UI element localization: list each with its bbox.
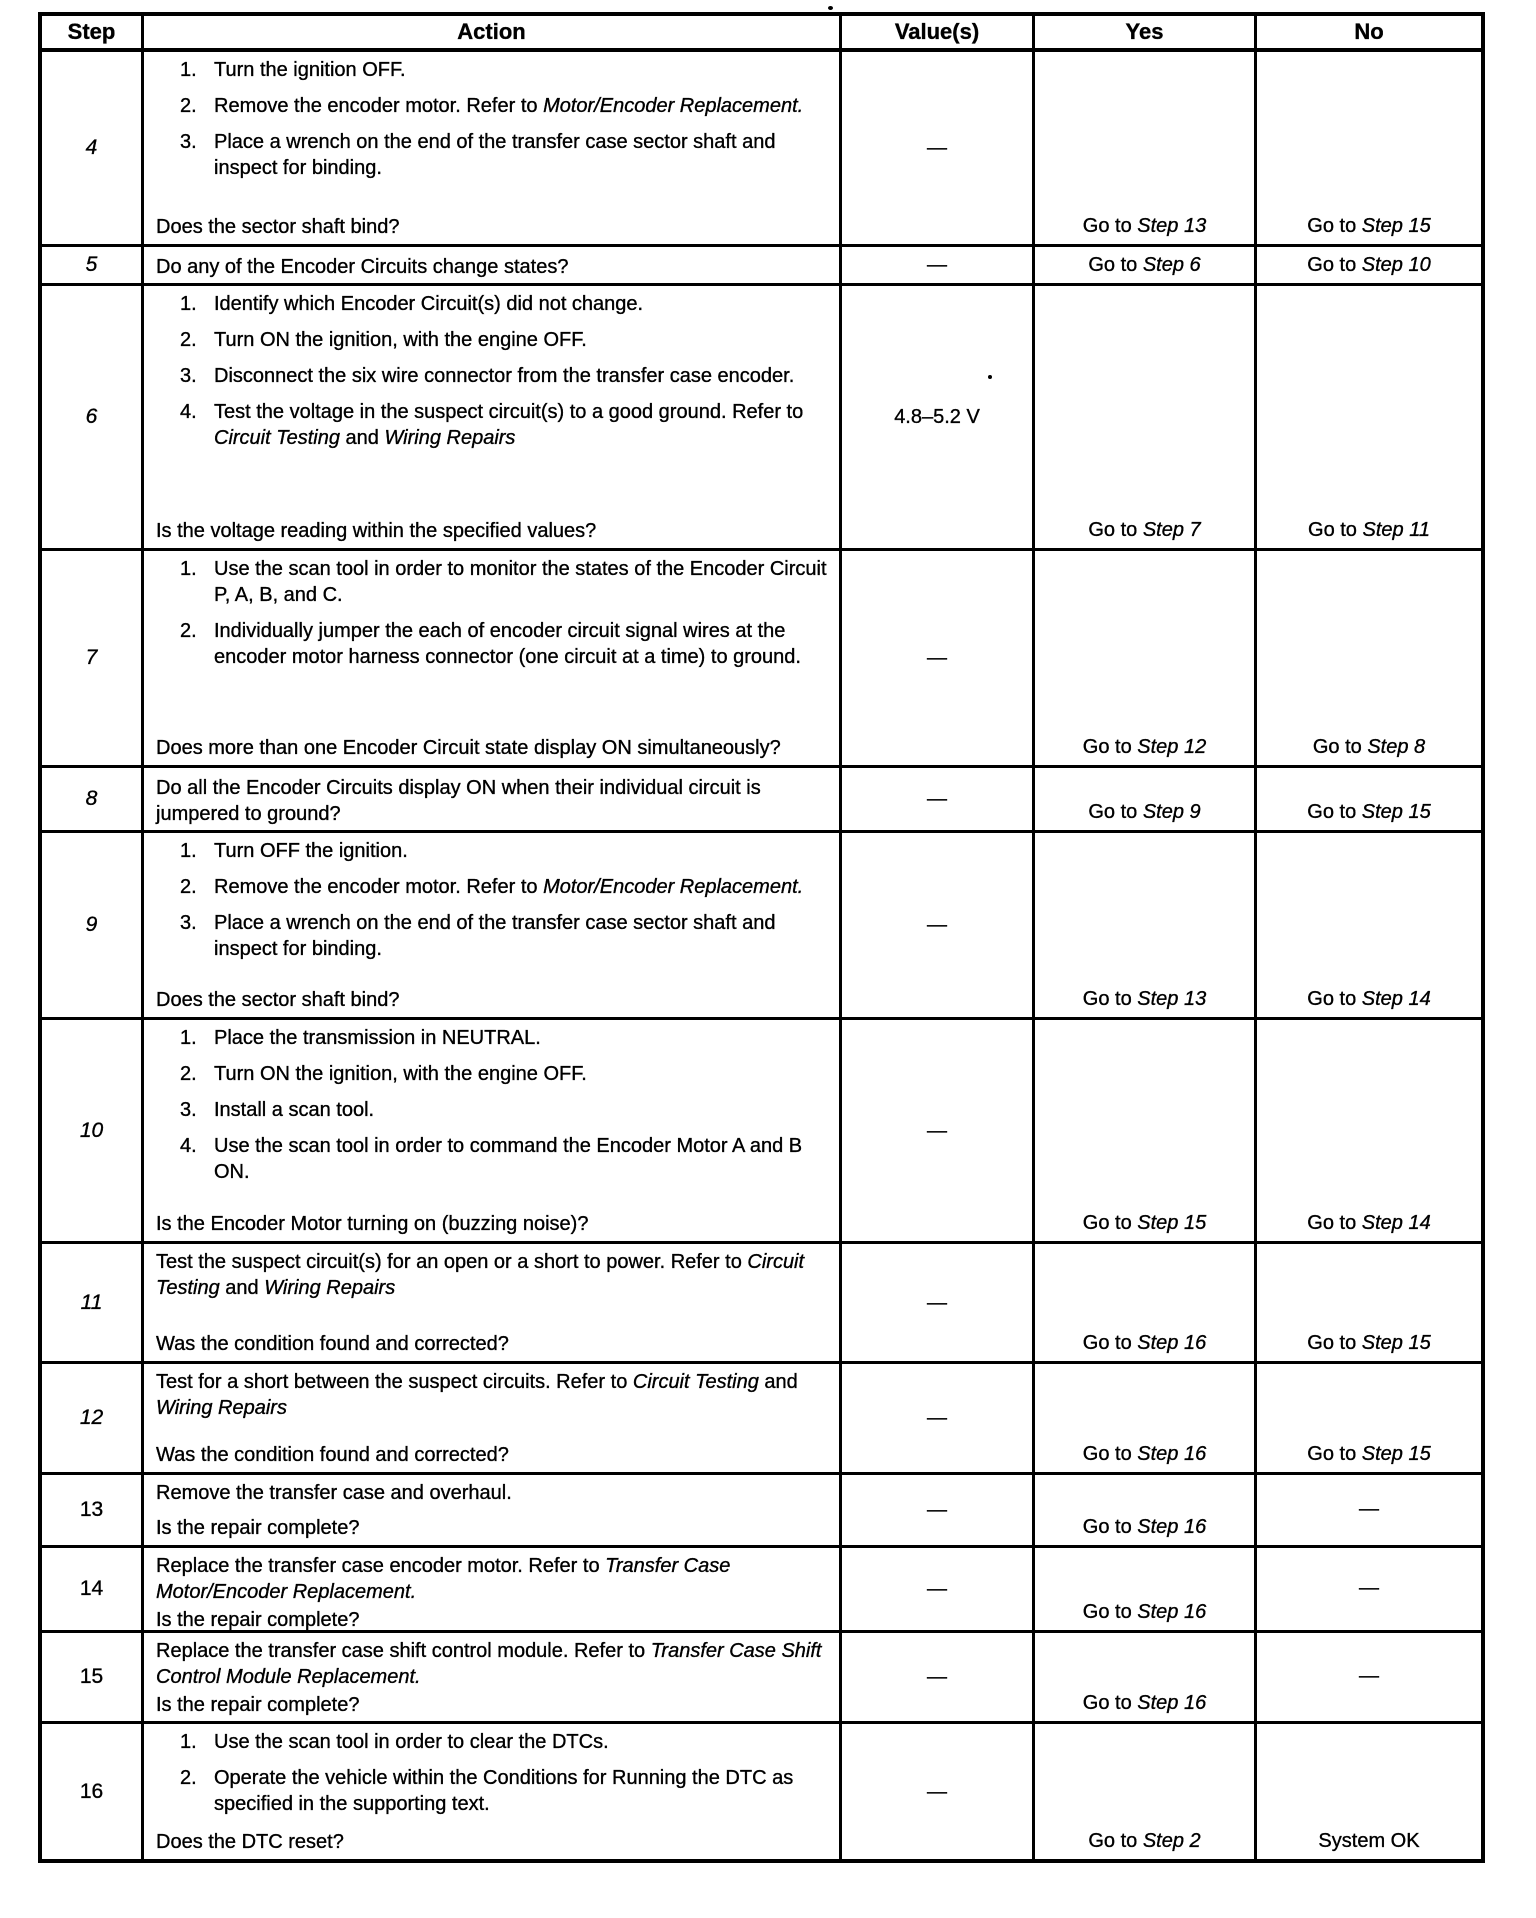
no-cell bbox=[1257, 1020, 1481, 1241]
step-number: 10 bbox=[79, 1118, 104, 1142]
no-cell bbox=[1257, 286, 1481, 548]
question-text: Does more than one Encoder Circuit state display ON simultaneously? bbox=[156, 737, 781, 759]
value-cell bbox=[842, 1020, 1035, 1241]
action-cell bbox=[144, 1475, 842, 1545]
no-text: — bbox=[1359, 1665, 1379, 1687]
table-row bbox=[42, 286, 1481, 551]
action-text: Place a wrench on the end of the transfer case sector shaft and inspect for binding. bbox=[214, 131, 776, 179]
yes-text: Go to Step 16 bbox=[1082, 1516, 1207, 1538]
action-text: Use the scan tool in order to clear the DTCs. bbox=[214, 1731, 609, 1753]
action-text: Install a scan tool. bbox=[214, 1099, 375, 1121]
action-cell bbox=[144, 52, 842, 244]
action-list bbox=[156, 1025, 831, 1185]
no-cell bbox=[1257, 1475, 1481, 1545]
yes-cell bbox=[1035, 551, 1257, 765]
col-header-step bbox=[42, 16, 144, 48]
action-number: 1. bbox=[180, 840, 197, 862]
action-item bbox=[156, 363, 831, 389]
step-number: 15 bbox=[79, 1665, 104, 1688]
step-cell bbox=[42, 768, 144, 830]
value-text: — bbox=[927, 1407, 947, 1429]
action-item bbox=[156, 874, 831, 900]
no-cell bbox=[1257, 1548, 1481, 1630]
yes-text: Go to Step 2 bbox=[1088, 1830, 1201, 1852]
yes-text: Go to Step 6 bbox=[1088, 254, 1201, 276]
action-text: Turn ON the ignition, with the engine OFF. bbox=[214, 329, 587, 351]
action-cell bbox=[144, 1244, 842, 1361]
step-cell bbox=[42, 1548, 144, 1630]
yes-cell bbox=[1035, 1548, 1257, 1630]
step-number: 13 bbox=[79, 1498, 104, 1521]
action-text: Remove the encoder motor. Refer to Motor/Encoder Replacement. bbox=[214, 95, 804, 117]
question-text: Is the voltage reading within the specified values? bbox=[156, 520, 597, 542]
action-cell bbox=[144, 768, 842, 830]
action-list bbox=[156, 291, 831, 451]
no-cell bbox=[1257, 1364, 1481, 1472]
action-cell bbox=[144, 1724, 842, 1859]
action-number: 2. bbox=[180, 620, 197, 642]
value-text: — bbox=[927, 1780, 947, 1803]
action-text: Place a wrench on the end of the transfer case sector shaft and inspect for binding. bbox=[214, 912, 776, 960]
yes-text: Go to Step 12 bbox=[1082, 736, 1207, 758]
step-cell bbox=[42, 1724, 144, 1859]
action-item bbox=[156, 1765, 831, 1817]
step-cell bbox=[42, 1633, 144, 1721]
action-text: Test the voltage in the suspect circuit(s) to a good ground. Refer to Circuit Testing and Wiring Repairs bbox=[214, 401, 804, 449]
yes-text: Go to Step 7 bbox=[1088, 519, 1201, 541]
value-text: 4.8–5.2 V bbox=[894, 406, 980, 428]
action-text: Turn OFF the ignition. bbox=[214, 840, 408, 862]
table-row bbox=[42, 1633, 1481, 1724]
col-header-values bbox=[842, 16, 1035, 48]
col-header-no bbox=[1257, 16, 1481, 48]
action-text: Use the scan tool in order to monitor the states of the Encoder Circuit P, A, B, and C. bbox=[214, 558, 827, 606]
col-header-values-label: Value(s) bbox=[894, 19, 980, 44]
action-number: 1. bbox=[180, 1027, 197, 1049]
yes-cell bbox=[1035, 1633, 1257, 1721]
value-cell bbox=[842, 768, 1035, 830]
action-number: 1. bbox=[180, 293, 197, 315]
step-number: 14 bbox=[79, 1577, 104, 1600]
yes-text: Go to Step 9 bbox=[1088, 801, 1201, 823]
action-item bbox=[156, 327, 831, 353]
yes-text: Go to Step 16 bbox=[1082, 1443, 1207, 1465]
step-number: 11 bbox=[80, 1290, 103, 1314]
value-cell bbox=[842, 551, 1035, 765]
yes-cell bbox=[1035, 1244, 1257, 1361]
step-cell bbox=[42, 1020, 144, 1241]
action-list bbox=[156, 556, 831, 670]
action-number: 1. bbox=[180, 59, 197, 81]
question-text: Do any of the Encoder Circuits change states? bbox=[156, 255, 569, 278]
value-cell bbox=[842, 1475, 1035, 1545]
question-text: Is the repair complete? bbox=[156, 1609, 360, 1630]
action-item bbox=[156, 1097, 831, 1123]
table-row bbox=[42, 1475, 1481, 1548]
question-text: Do all the Encoder Circuits display ON when their individual circuit is jumpered to ground? bbox=[156, 776, 761, 825]
value-text: — bbox=[927, 647, 947, 669]
step-number: 4 bbox=[85, 136, 98, 159]
action-item bbox=[156, 1729, 831, 1755]
action-text: Remove the encoder motor. Refer to Motor/Encoder Replacement. bbox=[214, 876, 804, 898]
col-header-action-label: Action bbox=[457, 19, 526, 44]
value-cell bbox=[842, 1548, 1035, 1630]
step-number: 6 bbox=[85, 405, 98, 428]
action-number: 2. bbox=[180, 876, 197, 898]
yes-cell bbox=[1035, 1475, 1257, 1545]
value-cell bbox=[842, 1364, 1035, 1472]
step-number: 7 bbox=[85, 646, 98, 669]
table-row bbox=[42, 768, 1481, 833]
no-cell bbox=[1257, 1244, 1481, 1361]
action-number: 2. bbox=[180, 329, 197, 351]
action-cell bbox=[144, 1548, 842, 1630]
col-header-step-label: Step bbox=[67, 19, 116, 44]
step-cell bbox=[42, 833, 144, 1017]
action-list bbox=[156, 57, 831, 181]
action-text: Identify which Encoder Circuit(s) did not change. bbox=[214, 293, 644, 315]
table-row bbox=[42, 1244, 1481, 1364]
yes-text: Go to Step 13 bbox=[1082, 988, 1207, 1010]
value-cell bbox=[842, 247, 1035, 283]
no-cell bbox=[1257, 1633, 1481, 1721]
table-row bbox=[42, 247, 1481, 286]
action-text: Turn the ignition OFF. bbox=[214, 59, 406, 81]
action-number: 3. bbox=[180, 131, 197, 153]
yes-cell bbox=[1035, 1020, 1257, 1241]
action-number: 4. bbox=[180, 1135, 197, 1157]
yes-text: Go to Step 16 bbox=[1082, 1601, 1207, 1623]
action-cell bbox=[144, 1364, 842, 1472]
no-cell bbox=[1257, 833, 1481, 1017]
question-text: Is the repair complete? bbox=[156, 1694, 360, 1716]
no-text: Go to Step 15 bbox=[1307, 1443, 1431, 1465]
question-text: Does the sector shaft bind? bbox=[156, 989, 400, 1011]
yes-cell bbox=[1035, 52, 1257, 244]
action-cell bbox=[144, 286, 842, 548]
value-text: — bbox=[927, 914, 947, 936]
action-number: 2. bbox=[180, 95, 197, 117]
yes-text: Go to Step 16 bbox=[1082, 1692, 1207, 1714]
table-row bbox=[42, 1364, 1481, 1475]
action-text: Use the scan tool in order to command the Encoder Motor A and B ON. bbox=[214, 1135, 803, 1183]
action-item bbox=[156, 399, 831, 451]
yes-cell bbox=[1035, 286, 1257, 548]
yes-cell bbox=[1035, 1724, 1257, 1859]
table-row bbox=[42, 52, 1481, 247]
table-rows bbox=[42, 52, 1481, 1859]
scan-artifact-dot bbox=[988, 375, 992, 379]
no-text: Go to Step 15 bbox=[1307, 1332, 1431, 1354]
step-cell bbox=[42, 286, 144, 548]
value-text: — bbox=[927, 1291, 947, 1314]
no-text: Go to Step 11 bbox=[1308, 519, 1430, 541]
step-cell bbox=[42, 551, 144, 765]
action-item bbox=[156, 910, 831, 962]
no-text: — bbox=[1359, 1577, 1379, 1599]
question-text: Is the repair complete? bbox=[156, 1517, 360, 1539]
no-text: — bbox=[1359, 1498, 1379, 1520]
value-text: — bbox=[927, 788, 947, 810]
no-cell bbox=[1257, 768, 1481, 830]
statement-text: Test for a short between the suspect circuits. Refer to Circuit Testing and Wiring Repairs bbox=[156, 1371, 798, 1419]
table-row bbox=[42, 551, 1481, 768]
action-text: Operate the vehicle within the Conditions for Running the DTC as specified in the supporting text. bbox=[214, 1767, 794, 1815]
col-header-yes bbox=[1035, 16, 1257, 48]
no-text: Go to Step 10 bbox=[1307, 254, 1431, 276]
no-text: Go to Step 8 bbox=[1312, 736, 1426, 758]
action-number: 3. bbox=[180, 1099, 197, 1121]
action-item bbox=[156, 556, 831, 608]
value-cell bbox=[842, 1633, 1035, 1721]
value-cell bbox=[842, 1724, 1035, 1859]
step-cell bbox=[42, 1244, 144, 1361]
action-item bbox=[156, 129, 831, 181]
step-number: 9 bbox=[85, 913, 98, 936]
value-text: — bbox=[927, 254, 947, 276]
value-cell bbox=[842, 286, 1035, 548]
value-text: — bbox=[927, 1499, 947, 1521]
action-item bbox=[156, 838, 831, 864]
value-text: — bbox=[927, 137, 947, 159]
no-cell bbox=[1257, 551, 1481, 765]
action-list bbox=[156, 838, 831, 962]
yes-cell bbox=[1035, 833, 1257, 1017]
action-number: 1. bbox=[180, 1731, 197, 1753]
yes-cell bbox=[1035, 768, 1257, 830]
diagnostic-table bbox=[38, 12, 1485, 1863]
action-cell bbox=[144, 1020, 842, 1241]
action-item bbox=[156, 93, 831, 119]
scan-artifact-dot bbox=[930, 12, 933, 15]
step-number: 8 bbox=[85, 787, 98, 810]
action-number: 4. bbox=[180, 401, 197, 423]
yes-cell bbox=[1035, 247, 1257, 283]
no-text: Go to Step 15 bbox=[1307, 801, 1431, 823]
step-cell bbox=[42, 247, 144, 283]
no-cell bbox=[1257, 52, 1481, 244]
action-cell bbox=[144, 551, 842, 765]
statement-text: Remove the transfer case and overhaul. bbox=[156, 1482, 512, 1504]
value-text: — bbox=[927, 1119, 947, 1142]
table-row bbox=[42, 1548, 1481, 1633]
action-item bbox=[156, 1133, 831, 1185]
action-text: Disconnect the six wire connector from the transfer case encoder. bbox=[214, 365, 795, 387]
action-text: Turn ON the ignition, with the engine OFF. bbox=[214, 1063, 587, 1085]
step-number: 5 bbox=[85, 253, 98, 276]
yes-text: Go to Step 15 bbox=[1082, 1212, 1207, 1234]
action-text: Individually jumper the each of encoder circuit signal wires at the encoder motor harness connector (one circuit at a time) to ground. bbox=[214, 620, 801, 668]
value-cell bbox=[842, 52, 1035, 244]
action-number: 2. bbox=[180, 1767, 197, 1789]
action-number: 2. bbox=[180, 1063, 197, 1085]
yes-text: Go to Step 16 bbox=[1082, 1332, 1207, 1354]
action-number: 3. bbox=[180, 365, 197, 387]
action-item bbox=[156, 57, 831, 83]
yes-cell bbox=[1035, 1364, 1257, 1472]
value-text: — bbox=[927, 1666, 947, 1688]
action-number: 1. bbox=[180, 558, 197, 580]
action-item bbox=[156, 618, 831, 670]
no-text: System OK bbox=[1318, 1830, 1420, 1852]
no-cell bbox=[1257, 1724, 1481, 1859]
question-text: Does the sector shaft bind? bbox=[156, 216, 400, 238]
action-list bbox=[156, 1729, 831, 1817]
action-text: Place the transmission in NEUTRAL. bbox=[214, 1027, 541, 1049]
statement-text: Replace the transfer case encoder motor. Refer to Transfer Case Motor/Encoder Replacement. bbox=[156, 1555, 731, 1603]
value-cell bbox=[842, 833, 1035, 1017]
table-header-row bbox=[42, 16, 1481, 52]
step-cell bbox=[42, 1364, 144, 1472]
step-number: 16 bbox=[79, 1779, 104, 1803]
no-text: Go to Step 14 bbox=[1307, 1212, 1431, 1234]
question-text: Was the condition found and corrected? bbox=[156, 1444, 509, 1466]
step-cell bbox=[42, 52, 144, 244]
col-header-yes-label: Yes bbox=[1125, 19, 1164, 44]
yes-text: Go to Step 13 bbox=[1082, 215, 1207, 237]
action-cell bbox=[144, 1633, 842, 1721]
no-text: Go to Step 14 bbox=[1307, 988, 1431, 1010]
no-text: Go to Step 15 bbox=[1307, 215, 1431, 237]
action-item bbox=[156, 1025, 831, 1051]
no-cell bbox=[1257, 247, 1481, 283]
action-number: 3. bbox=[180, 912, 197, 934]
action-item bbox=[156, 291, 831, 317]
table-row bbox=[42, 1020, 1481, 1244]
table-row bbox=[42, 833, 1481, 1020]
step-number: 12 bbox=[79, 1406, 104, 1429]
value-cell bbox=[842, 1244, 1035, 1361]
question-text: Was the condition found and corrected? bbox=[156, 1333, 509, 1355]
statement-text: Replace the transfer case shift control module. Refer to Transfer Case Shift Control Module Replacement. bbox=[156, 1640, 822, 1688]
action-cell bbox=[144, 833, 842, 1017]
step-cell bbox=[42, 1475, 144, 1545]
question-text: Does the DTC reset? bbox=[156, 1831, 344, 1853]
action-cell bbox=[144, 247, 842, 283]
action-item bbox=[156, 1061, 831, 1087]
scan-artifact-dot bbox=[828, 6, 833, 10]
col-header-no-label: No bbox=[1354, 19, 1384, 44]
statement-text: Test the suspect circuit(s) for an open or a short to power. Refer to Circuit Testing and Wiring Repairs bbox=[156, 1251, 805, 1299]
question-text: Is the Encoder Motor turning on (buzzing noise)? bbox=[156, 1213, 589, 1235]
col-header-action bbox=[144, 16, 842, 48]
value-text: — bbox=[927, 1578, 947, 1600]
table-row bbox=[42, 1724, 1481, 1859]
